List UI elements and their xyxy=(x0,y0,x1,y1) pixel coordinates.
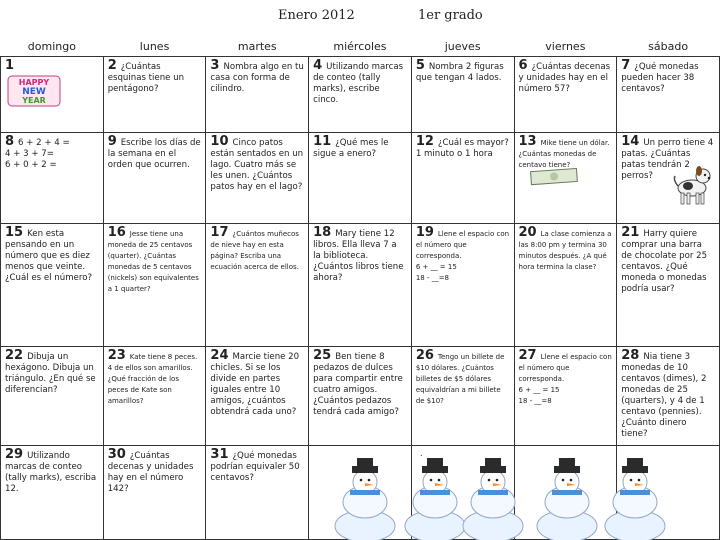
day-question-text: Nombra 2 figuras que tengan 4 lados. xyxy=(415,62,504,83)
day-number: 3 xyxy=(210,58,220,73)
calendar-day-cell xyxy=(411,133,514,224)
day-number: 17 xyxy=(210,225,229,241)
snowman-5 xyxy=(600,458,670,540)
day-number: 9 xyxy=(107,134,117,150)
day-question-text: Utilizando marcas de conteo (tally marks), escriba 12. xyxy=(5,451,97,495)
day-number: 23 xyxy=(107,347,126,363)
day-question-text: Utilizando marcas de conteo (tally marks), escribe cinco. xyxy=(313,62,404,105)
day-question-text: . xyxy=(419,449,423,460)
day-number: 30 xyxy=(107,447,126,463)
day-number: 7 xyxy=(621,58,631,73)
weekday-domingo: domingo xyxy=(1,36,104,57)
weekday-jueves: jueves xyxy=(411,36,514,57)
day-question-text: Nombra algo en tu casa con forma de cilindro. xyxy=(210,62,304,94)
day-question-text: Kate tiene 8 peces. 4 de ellos son amarillos. ¿Qué fracción de los peces de Kate son amarillos? xyxy=(107,352,198,405)
calendar-day-cell xyxy=(617,346,720,446)
calendar-day-cell xyxy=(309,57,412,133)
calendar-day-cell xyxy=(103,224,206,346)
day-question-text: Ken esta pensando en un número que es diez menos que veinte. ¿Cuál es el número? xyxy=(5,229,93,284)
day-number: 5 xyxy=(415,58,425,73)
day-question-text: Llene el espacio con el número que corresponda. 6 + __ = 15 18 - __=8 xyxy=(518,352,612,405)
calendar-day-cell xyxy=(617,224,720,346)
calendar-day-cell xyxy=(411,224,514,346)
calendar-day-cell xyxy=(206,346,309,446)
snowman-4 xyxy=(532,458,602,540)
day-question-text: Escribe los días de la semana en el orden que ocurren. xyxy=(107,138,201,171)
day-question-text: Cinco patos están sentados en un lago. Cuatro más se les unen. ¿Cuántos patos hay en el lago? xyxy=(210,138,304,193)
day-question-text: Marcie tiene 20 chicles. Si se los divide en partes iguales entre 10 amigos, ¿cuántos obtendrá cada uno? xyxy=(210,351,300,417)
calendar-day-cell xyxy=(1,346,104,446)
day-number: 6 xyxy=(518,58,528,73)
grade-label: 1er grado xyxy=(418,8,483,23)
day-question-text: ¿Cuántas decenas y unidades hay en el número 142? xyxy=(107,451,194,495)
day-number: 25 xyxy=(313,347,332,363)
day-question-text: ¿Qué mes le sigue a enero? xyxy=(313,138,389,160)
day-number: 1 xyxy=(5,58,15,73)
day-number: 20 xyxy=(518,225,537,241)
weekday-sabado: sábado xyxy=(617,36,720,57)
calendar-day-cell xyxy=(1,224,104,346)
year-text: YEAR xyxy=(22,96,46,105)
calendar-day-cell xyxy=(103,446,206,540)
snowman-1 xyxy=(330,458,400,540)
day-question-text: Mike tiene un dólar. ¿Cuántas monedas de centavo tiene? xyxy=(518,139,610,170)
dollar-bill-icon xyxy=(530,168,580,186)
day-question-text: La clase comienza a las 8:00 pm y termina 30 minutos después. ¿A qué hora termina la clase? xyxy=(518,230,612,272)
happy-text: HAPPY xyxy=(18,78,50,87)
calendar-week-row xyxy=(1,224,720,346)
day-number: 21 xyxy=(621,225,640,241)
new-text: NEW xyxy=(22,87,46,97)
day-number: 16 xyxy=(107,225,126,241)
calendar-day-cell xyxy=(411,346,514,446)
day-number: 4 xyxy=(313,58,323,73)
day-number: 10 xyxy=(210,134,229,150)
day-question-text: Nia tiene 3 monedas de 10 centavos (dimes), 2 monedas de 25 (quarters), y 4 de 1 centavo (pennies). ¿Cuánto dinero tiene? xyxy=(621,351,707,439)
dog-icon xyxy=(672,162,714,206)
day-question-text: Tengo un billete de $10 dólares. ¿Cuántos billetes de $5 dólares equivaldrían a mi billete de $10? xyxy=(415,352,505,405)
day-question-text: Llene el espacio con el número que corresponda. 6 + __ = 15 18 - __=8 xyxy=(415,230,510,283)
day-number: 13 xyxy=(518,134,537,150)
day-question-text: ¿Cuántas esquinas tiene un pentágono? xyxy=(107,62,185,94)
day-number: 2 xyxy=(107,58,117,73)
calendar-day-cell xyxy=(1,446,104,540)
snowman-3 xyxy=(458,458,528,540)
calendar-day-cell xyxy=(617,57,720,133)
calendar-day-cell xyxy=(103,133,206,224)
calendar-day-cell xyxy=(309,133,412,224)
calendar-day-cell xyxy=(103,57,206,133)
calendar-week-row xyxy=(1,133,720,224)
weekday-header-row xyxy=(1,36,720,57)
day-question-text: Mary tiene 12 libros. Ella lleva 7 a la biblioteca. ¿Cuántos libros tiene ahora? xyxy=(313,229,404,284)
calendar-day-cell xyxy=(1,133,104,224)
calendar-day-cell xyxy=(206,57,309,133)
calendar-week-row xyxy=(1,346,720,446)
day-number: 27 xyxy=(518,347,537,363)
day-number: 8 xyxy=(5,134,15,150)
day-question-text: ¿Cuántas decenas y unidades hay en el número 57? xyxy=(518,62,611,94)
calendar-day-cell xyxy=(103,346,206,446)
day-question-text: ¿Cuál es mayor? 1 minuto o 1 hora xyxy=(415,138,509,160)
day-number: 14 xyxy=(621,134,640,150)
day-question-text: Un perro tiene 4 patas. ¿Cuántas patas tendrán 2 perros? xyxy=(621,138,714,182)
weekday-martes: martes xyxy=(206,36,309,57)
calendar-week-row xyxy=(1,57,720,133)
happy-new-year-image xyxy=(6,72,62,110)
calendar-day-cell xyxy=(514,224,617,346)
day-number: 31 xyxy=(210,447,229,463)
day-question-text: ¿Qué monedas pueden hacer 38 centavos? xyxy=(621,62,699,94)
calendar-day-cell xyxy=(309,224,412,346)
day-number: 26 xyxy=(415,347,434,363)
day-question-text: 6 + 2 + 4 = 4 + 3 + 7= 6 + 0 + 2 = xyxy=(5,138,70,171)
calendar-day-cell xyxy=(514,346,617,446)
calendar-day-cell xyxy=(514,57,617,133)
day-number: 24 xyxy=(210,347,229,363)
calendar-day-cell xyxy=(309,346,412,446)
day-question-text: Dibuja un hexágono. Dibuja un triángulo. ¿En qué se diferencian? xyxy=(5,351,96,395)
weekday-viernes: viernes xyxy=(514,36,617,57)
calendar-day-cell xyxy=(411,57,514,133)
day-question-text: ¿Qué monedas podrían equivaler 50 centavos? xyxy=(210,451,300,484)
day-question-text: Harry quiere comprar una barra de chocolate por 25 centavos. ¿Qué moneda o monedas podría usar? xyxy=(621,229,708,295)
weekday-lunes: lunes xyxy=(103,36,206,57)
weekday-miercoles: miércoles xyxy=(309,36,412,57)
day-question-text: ¿Cuántos muñecos de nieve hay en esta página? Escriba una ecuación acerca de ellos. xyxy=(210,230,299,272)
day-number: 29 xyxy=(5,447,24,463)
day-number: 28 xyxy=(621,347,640,363)
calendar-day-cell xyxy=(206,224,309,346)
day-number: 12 xyxy=(415,134,434,150)
day-number: 18 xyxy=(313,225,332,241)
day-number: 19 xyxy=(415,225,434,241)
day-question-text: Ben tiene 8 pedazos de dulces para compartir entre cuatro amigos. ¿Cuántos pedazos tendrá cada amigo? xyxy=(313,351,403,417)
day-number: 11 xyxy=(313,134,332,150)
calendar-day-cell xyxy=(206,446,309,540)
day-question-text: Jesse tiene una moneda de 25 centavos (quarter). ¿Cuántas monedas de 5 centavos (nickels) son equivalentes a 1 quarter? xyxy=(107,230,199,294)
calendar-title: Enero 2012 xyxy=(278,8,355,23)
day-number: 22 xyxy=(5,347,24,363)
day-number: 15 xyxy=(5,225,24,241)
calendar-day-cell xyxy=(206,133,309,224)
